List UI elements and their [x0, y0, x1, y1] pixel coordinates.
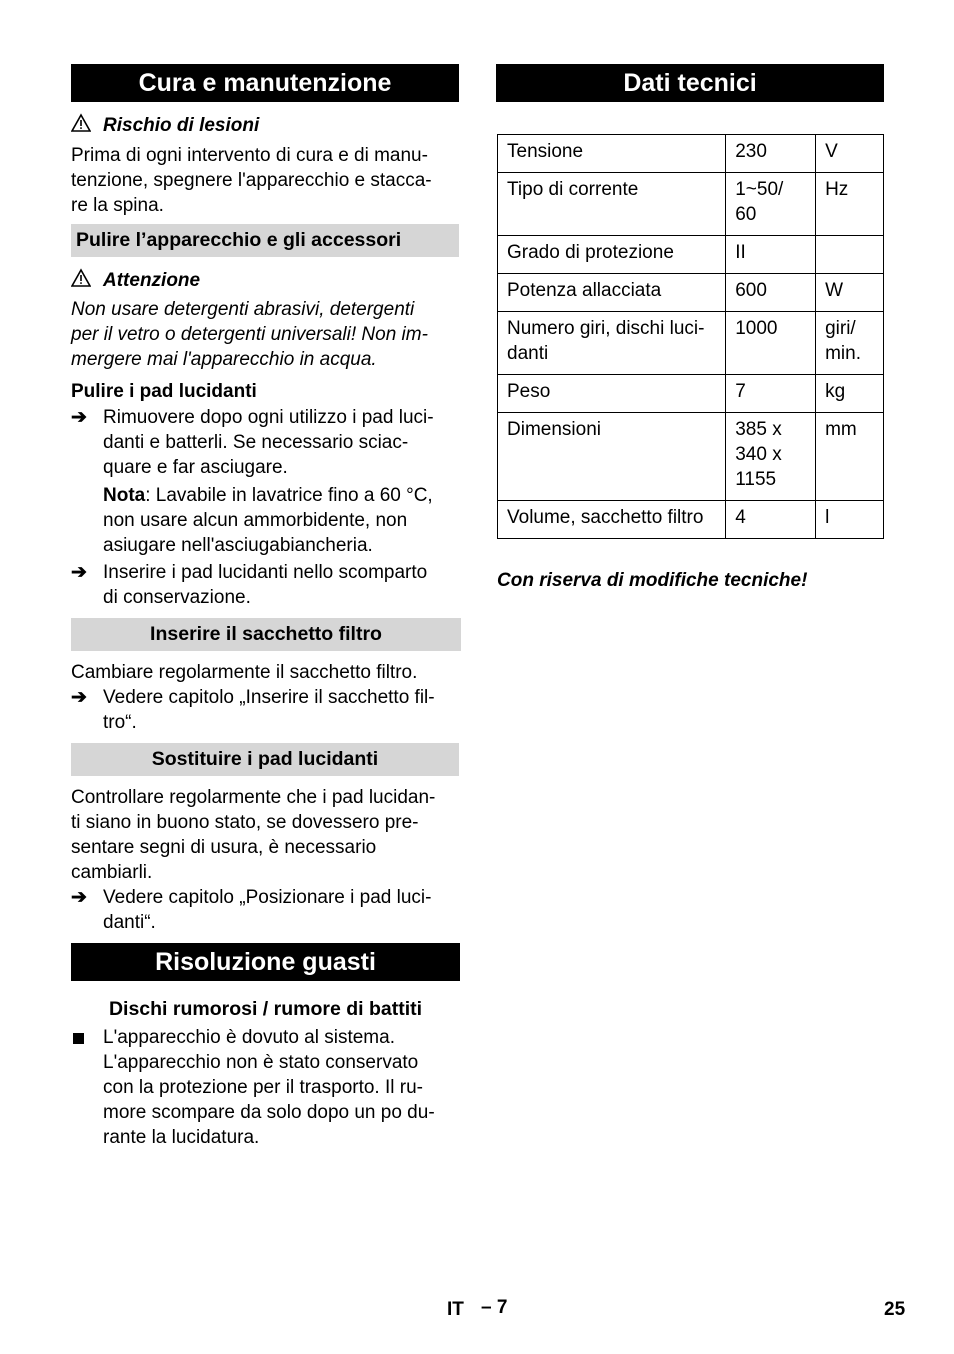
attention-text: Non usare detergenti abrasivi, detergenti per il vetro o detergenti universali! Non im- mergere mai l'apparecchio in acqua.: [71, 299, 428, 370]
specs-cell-value: 600: [726, 274, 816, 312]
filter-text: Cambiare regolarmente il sacchetto filtro.: [71, 662, 418, 683]
warning-triangle-icon: [71, 268, 93, 295]
specs-cell-unit: mm: [816, 413, 884, 501]
filter-step: ➔ Vedere capitolo „Inserire il sacchetto fil- tro“.: [71, 687, 435, 733]
specs-cell-value: 4: [726, 501, 816, 539]
specs-cell-unit: giri/ min.: [816, 312, 884, 375]
specs-cell-label: Grado di protezione: [498, 236, 726, 274]
specs-row: [498, 501, 884, 539]
subsection-clean: Pulire l’apparecchio e gli accessori: [71, 224, 459, 257]
footer-lang: IT: [447, 1299, 464, 1320]
square-bullet-icon: [73, 1033, 84, 1044]
specs-cell-label: Dimensioni: [498, 413, 726, 501]
warning-triangle-icon: [71, 113, 93, 140]
note-block: Nota: Lavabile in lavatrice fino a 60 °C, non usare alcun ammorbidente, non asiugare nell'asciugabiancheria.: [103, 485, 433, 556]
specs-cell-unit: l: [816, 501, 884, 539]
specs-cell-value: II: [726, 236, 816, 274]
specs-cell-value: 385 x 340 x 1155: [726, 413, 816, 501]
section-title-tech: Dati tecnici: [496, 64, 884, 102]
specs-cell-label: Peso: [498, 375, 726, 413]
specs-cell-label: Tipo di corrente: [498, 173, 726, 236]
noise-heading: Dischi rumorosi / rumore di battiti: [108, 998, 423, 1020]
specs-cell-value: 230: [726, 135, 816, 173]
specs-cell-unit: Hz: [816, 173, 884, 236]
attention-warning: [71, 268, 460, 295]
section-title-trouble: Risoluzione guasti: [71, 943, 460, 981]
arrow-right-icon: ➔: [71, 687, 87, 708]
pads-step-1: ➔ Rimuovere dopo ogni utilizzo i pad luci- danti e batterli. Se necessario sciac- quare e far asciugare.: [71, 407, 434, 478]
specs-cell-label: Volume, sacchetto filtro: [498, 501, 726, 539]
replace-step: ➔ Vedere capitolo „Posizionare i pad luci- danti“.: [71, 887, 432, 933]
footer-page-number: 25: [884, 1299, 906, 1320]
specs-cell-label: Tensione: [498, 135, 726, 173]
risk-text: Prima di ogni intervento di cura e di manu- tenzione, spegnere l'apparecchio e stacca- re la spina.: [71, 145, 432, 216]
risk-label: Rischio di lesioni: [103, 115, 260, 136]
specs-row: [498, 312, 884, 375]
reserve-note: Con riserva di modifiche tecniche!: [497, 570, 808, 591]
footer-section-page: – 7: [481, 1297, 508, 1318]
specs-row: [498, 274, 884, 312]
specs-cell-unit: [816, 236, 884, 274]
specs-cell-label: Numero giri, dischi luci- danti: [498, 312, 726, 375]
section-title-care: Cura e manutenzione: [71, 64, 459, 102]
note-label: Nota: [103, 485, 146, 506]
specs-row: [498, 236, 884, 274]
specs-cell-unit: V: [816, 135, 884, 173]
specs-cell-value: 1~50/ 60: [726, 173, 816, 236]
arrow-right-icon: ➔: [71, 887, 87, 908]
specs-row: [498, 173, 884, 236]
specs-cell-label: Potenza allacciata: [498, 274, 726, 312]
specs-row: [498, 375, 884, 413]
arrow-right-icon: ➔: [71, 407, 87, 428]
specs-table: [497, 134, 884, 539]
specs-cell-value: 1000: [726, 312, 816, 375]
noise-item: L'apparecchio è dovuto al sistema. L'apparecchio non è stato conservato con la protezione per il trasporto. Il ru- more scompare da solo dopo un po du- rante la lucidatura.: [71, 1025, 460, 1155]
subsection-replace: Sostituire i pad lucidanti: [71, 743, 459, 776]
specs-row: [498, 413, 884, 501]
subsection-filter: Inserire il sacchetto filtro: [71, 618, 461, 651]
arrow-right-icon: ➔: [71, 562, 87, 583]
risk-warning: [71, 113, 460, 140]
attention-label: Attenzione: [103, 270, 201, 291]
replace-text: Controllare regolarmente che i pad lucidan- ti siano in buono stato, se dovessero pre- sentare segni di usura, è necessario cambiarli.: [71, 787, 436, 883]
specs-cell-unit: kg: [816, 375, 884, 413]
specs-row: [498, 135, 884, 173]
specs-cell-unit: W: [816, 274, 884, 312]
specs-cell-value: 7: [726, 375, 816, 413]
pads-heading: Pulire i pad lucidanti: [71, 381, 257, 402]
pads-step-2: ➔ Inserire i pad lucidanti nello scomparto di conservazione.: [71, 562, 428, 608]
